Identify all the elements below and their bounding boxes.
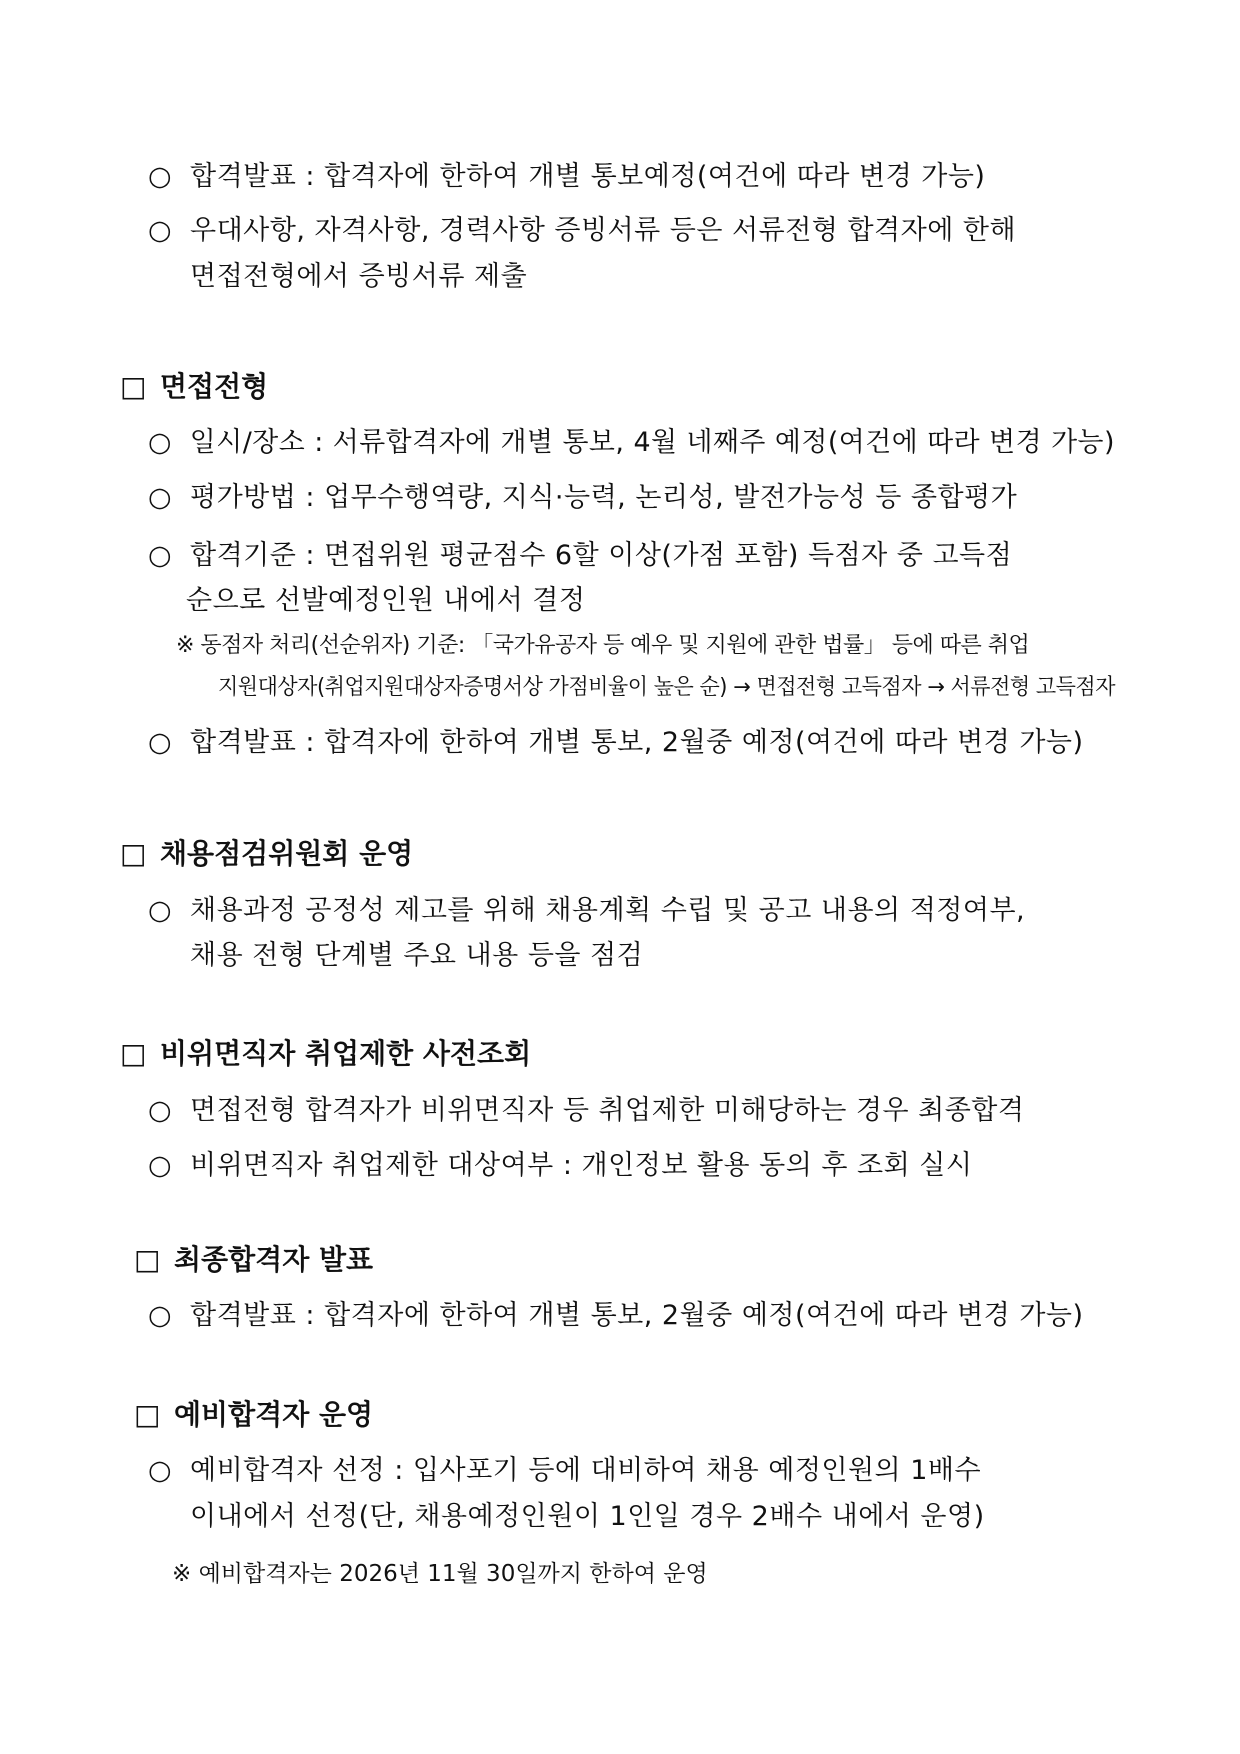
section-title-final-text: 최종합격자 발표 <box>174 1243 374 1276</box>
misconduct-item-1 <box>148 1088 1024 1127</box>
interview-item-3-continuation: 순으로 선발예정인원 내에서 결정 <box>186 585 586 616</box>
checkbox-square-icon: □ <box>120 1037 147 1070</box>
interview-item-2-text: 평가방법 : 업무수행역량, 지식·능력, 논리성, 발전가능성 등 종합평가 <box>190 482 1018 513</box>
checkbox-square-icon: □ <box>134 1243 161 1276</box>
interview-item-3 <box>148 533 1012 572</box>
final-item-1-text: 합격발표 : 합격자에 한하여 개별 통보, 2월중 예정(여건에 따라 변경 가능) <box>190 1300 1084 1331</box>
interview-tiebreak-note: ※ 동점자 처리(선순위자) 기준: 「국가유공자 등 예우 및 지원에 관한 법률」 등에 따른 취업 <box>176 633 1030 658</box>
bullet-circle-icon: ○ <box>148 727 173 758</box>
top-item-2 <box>148 208 1016 247</box>
reserve-item-1 <box>148 1448 981 1487</box>
interview-item-3-text: 합격기준 : 면접위원 평균점수 6할 이상(가점 포함) 득점자 중 고득점 <box>190 540 1013 571</box>
interview-tiebreak-note-continuation: 지원대상자(취업지원대상자증명서상 가점비율이 높은 순) → 면접전형 고득점자 → 서류전형 고득점자 <box>218 675 1116 700</box>
bullet-circle-icon: ○ <box>148 895 173 926</box>
committee-item-1 <box>148 888 1025 927</box>
final-item-1 <box>148 1293 1084 1332</box>
section-title-reserve <box>134 1393 373 1433</box>
interview-item-2 <box>148 475 1017 514</box>
top-item-1 <box>148 154 985 193</box>
section-title-committee-text: 채용점검위원회 운영 <box>160 837 414 870</box>
bullet-circle-icon: ○ <box>148 161 173 192</box>
bullet-circle-icon: ○ <box>148 427 172 458</box>
committee-item-1-continuation: 채용 전형 단계별 주요 내용 등을 점검 <box>190 940 644 971</box>
misconduct-item-1-text: 면접전형 합격자가 비위면직자 등 취업제한 미해당하는 경우 최종합격 <box>190 1095 1025 1126</box>
bullet-circle-icon: ○ <box>148 1455 173 1486</box>
section-title-interview <box>120 365 268 405</box>
section-title-committee <box>120 832 413 872</box>
interview-item-1-text: 일시/장소 : 서류합격자에 개별 통보, 4월 네째주 예정(여건에 따라 변경 가능) <box>189 427 1115 458</box>
top-item-2-text: 우대사항, 자격사항, 경력사항 증빙서류 등은 서류전형 합격자에 한해 <box>190 215 1017 246</box>
checkbox-square-icon: □ <box>134 1398 161 1431</box>
interview-item-4-text: 합격발표 : 합격자에 한하여 개별 통보, 2월중 예정(여건에 따라 변경 가능) <box>190 727 1084 758</box>
top-item-1-text: 합격발표 : 합격자에 한하여 개별 통보예정(여건에 따라 변경 가능) <box>190 161 986 192</box>
section-title-interview-text: 면접전형 <box>160 370 269 403</box>
section-title-misconduct-text: 비위면직자 취업제한 사전조회 <box>160 1037 532 1070</box>
interview-item-1 <box>148 420 1115 459</box>
section-title-final <box>134 1238 373 1278</box>
checkbox-square-icon: □ <box>120 837 147 870</box>
section-title-misconduct <box>120 1032 531 1072</box>
bullet-circle-icon: ○ <box>148 1095 173 1126</box>
bullet-circle-icon: ○ <box>148 215 173 246</box>
checkbox-square-icon: □ <box>120 370 147 403</box>
reserve-item-1-text: 예비합격자 선정 : 입사포기 등에 대비하여 채용 예정인원의 1배수 <box>190 1455 982 1486</box>
committee-item-1-text: 채용과정 공정성 제고를 위해 채용계획 수립 및 공고 내용의 적정여부, <box>190 895 1026 926</box>
misconduct-item-2-text: 비위면직자 취업제한 대상여부 : 개인정보 활용 동의 후 조회 실시 <box>190 1150 973 1181</box>
bullet-circle-icon: ○ <box>148 482 173 513</box>
reserve-item-1-continuation: 이내에서 선정(단, 채용예정인원이 1인일 경우 2배수 내에서 운영) <box>190 1501 985 1532</box>
misconduct-item-2 <box>148 1143 972 1182</box>
interview-item-4 <box>148 720 1084 759</box>
bullet-circle-icon: ○ <box>148 540 173 571</box>
top-item-2-continuation: 면접전형에서 증빙서류 제출 <box>190 261 528 292</box>
bullet-circle-icon: ○ <box>148 1300 173 1331</box>
section-title-reserve-text: 예비합격자 운영 <box>174 1398 374 1431</box>
bullet-circle-icon: ○ <box>148 1150 173 1181</box>
reserve-note: ※ 예비합격자는 2026년 11월 30일까지 한하여 운영 <box>172 1561 708 1587</box>
